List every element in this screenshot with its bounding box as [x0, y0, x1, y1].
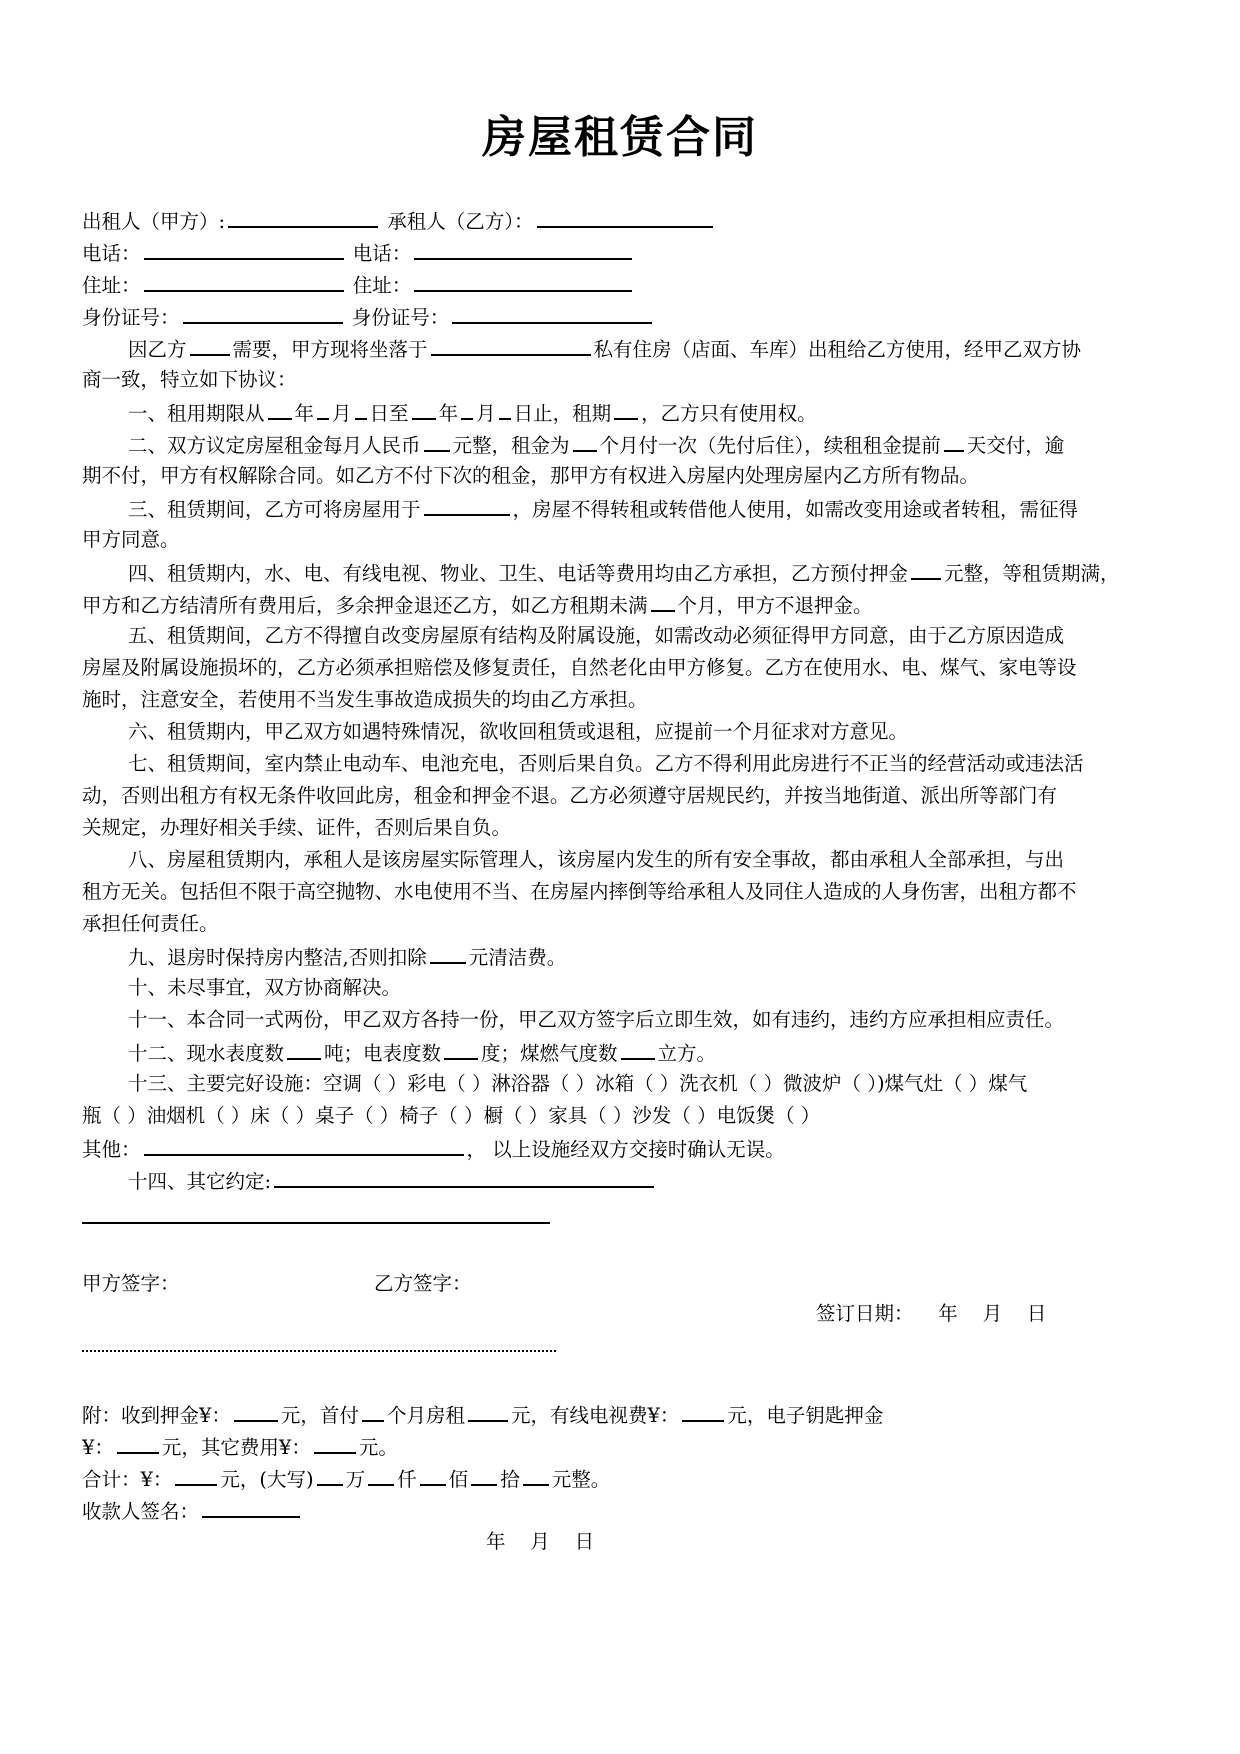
deposit-received-field[interactable]: [234, 1398, 278, 1422]
start-year-field[interactable]: [268, 396, 292, 420]
clause-text: 元整，等租赁期满，: [944, 562, 1120, 585]
clause-8-line-2: 租方无关。包括但不限于高空抛物、水电使用不当、在房屋内摔倒等给承租人及同住人造成的人身伤害，出租方都不: [82, 880, 1077, 903]
other-terms-continuation-line[interactable]: [82, 1222, 550, 1224]
receipt-line-3: [82, 1462, 1172, 1496]
clause-text: 月: [332, 402, 352, 425]
clause-text: 吨；电表度数: [324, 1042, 442, 1065]
clause-text: 其他：: [82, 1138, 141, 1161]
payee-signature-label: 收款人签名：: [82, 1500, 200, 1523]
clause-text: 年: [438, 402, 459, 425]
clause-3-line-2: 甲方同意。: [82, 528, 180, 551]
lease-term-field[interactable]: [614, 396, 638, 420]
end-month-field[interactable]: [461, 396, 473, 420]
clause-text: 二、双方议定房屋租金每月人民币: [128, 434, 421, 457]
address-b-field[interactable]: [414, 268, 632, 292]
parties-line-1: [82, 204, 1172, 238]
clause-text: 元整，租金为: [452, 434, 570, 457]
clause-text: ，房屋不得转租或转借他人使用，如需改变用途或者转租，需征得: [512, 498, 1079, 521]
parties-line-4: [82, 300, 1172, 334]
monthly-rent-field[interactable]: [424, 428, 450, 452]
usage-field[interactable]: [424, 492, 510, 516]
party-b-signature-label: 乙方签字：: [374, 1272, 472, 1295]
receipt-line-1: [82, 1398, 1172, 1432]
phone-b-label: 电话：: [352, 242, 412, 265]
clause-7-line-2: 动，否则出租方有权无条件收回此房，租金和押金不退。乙方必须遵守居规民约，并按当地街道、派出所等部门有: [82, 784, 1058, 807]
receipt-text: 元。: [358, 1436, 398, 1459]
address-a-field[interactable]: [144, 268, 344, 292]
min-months-field[interactable]: [651, 588, 675, 612]
clause-text: 日止，租期: [513, 402, 612, 425]
payment-period-field[interactable]: [573, 428, 597, 452]
clause-5-line-1: 五、租赁期间，乙方不得擅自改变房屋原有结构及附属设施，如需改动必须征得甲方同意，由于乙方原因造成: [128, 624, 1065, 647]
clause-text: 三、租赁期间，乙方可将房屋用于: [128, 498, 421, 521]
address-a-label: 住址：: [82, 274, 141, 297]
first-rent-field[interactable]: [468, 1398, 508, 1422]
clause-text: 月: [476, 402, 496, 425]
clause-8-line-1: 八、房屋租赁期内，承租人是该房屋实际管理人，该房屋内发生的所有安全事故，都由承租人全部承担，与出: [128, 848, 1065, 871]
intro-line-2: 商一致，特立如下协议：: [82, 368, 297, 391]
receipt-text: 元，(大写): [220, 1468, 314, 1491]
clause-3-line-1: [82, 492, 1172, 526]
clause-text: 十四、其它约定:: [128, 1170, 272, 1193]
receipt-text: 元，其它费用¥：: [161, 1436, 311, 1459]
parties-line-3: [82, 268, 1172, 302]
yuan-field[interactable]: [523, 1462, 549, 1486]
clause-1: [82, 396, 1172, 430]
start-day-field[interactable]: [355, 396, 367, 420]
phone-b-field[interactable]: [414, 236, 632, 260]
phone-a-field[interactable]: [144, 236, 344, 260]
advance-days-field[interactable]: [944, 428, 964, 452]
party-a-signature-label: 甲方签字：: [82, 1272, 180, 1295]
address-b-label: 住址：: [352, 274, 412, 297]
clause-10: 十、未尽事宜，双方协商解决。: [128, 976, 402, 999]
lessor-label: 出租人（甲方）:: [82, 210, 226, 233]
clause-2-line-1: [82, 428, 1172, 462]
total-amount-field[interactable]: [175, 1462, 217, 1486]
receipt-text: 个月房租: [386, 1404, 465, 1427]
clause-7-line-1: 七、租赁期间，室内禁止电动车、电池充电，否则后果自负。乙方不得利用此房进行不正当的经营活动或违法活: [128, 752, 1084, 775]
clause-text: 一、租用期限从: [128, 402, 265, 425]
clause-13-line-3: [82, 1132, 1172, 1166]
location-field[interactable]: [431, 332, 591, 356]
other-fees-field[interactable]: [314, 1430, 356, 1454]
intro-text: 需要，甲方现将坐落于: [232, 338, 428, 361]
phone-a-label: 电话：: [82, 242, 141, 265]
key-deposit-field[interactable]: [117, 1430, 159, 1454]
clause-text: 日至: [369, 402, 409, 425]
id-b-label: 身份证号：: [351, 306, 450, 329]
receipt-text: 拾: [500, 1468, 520, 1491]
clause-text: ， 以上设施经双方交接时确认无误。: [466, 1138, 785, 1161]
signing-date: 签订日期： 年 月 日: [816, 1302, 1047, 1325]
clause-6: 六、租赁期内，甲乙双方如遇特殊情况，欲收回租赁或退租，应提前一个月征求对方意见。: [128, 720, 909, 743]
clause-14: [82, 1164, 1172, 1198]
cleaning-fee-field[interactable]: [430, 940, 466, 964]
clause-13-line-1: 十三、主要完好设施：空调（ ）彩电（ ）淋浴器（ ）冰箱（ ）洗衣机（ ）微波炉（ ）)煤气灶（ ）煤气: [128, 1072, 1028, 1095]
end-year-field[interactable]: [412, 396, 436, 420]
clause-13-line-2: 瓶（ ）油烟机（ ）床（ ）桌子（ ）椅子（ ）橱（ ）家具（ ）沙发（ ）电饭煲（ ）: [82, 1104, 821, 1127]
receipt-text: 元，首付: [280, 1404, 359, 1427]
receipt-text: 元，电子钥匙押金: [727, 1404, 884, 1427]
clause-text: 年: [294, 402, 315, 425]
water-reading-field[interactable]: [287, 1036, 321, 1060]
receipt-text: 仟: [397, 1468, 417, 1491]
receipt-text: 元，有线电视费¥：: [510, 1404, 680, 1427]
separator-dotted-line: [82, 1350, 556, 1352]
intro-text: 因乙方: [128, 338, 187, 361]
clause-11: 十一、本合同一式两份，甲乙双方各持一份，甲乙双方签字后立即生效，如有违约，违约方应承担相应责任。: [128, 1008, 1065, 1031]
receipt-text: 佰: [448, 1468, 469, 1491]
receipt-text: 元整。: [551, 1468, 611, 1491]
clause-text: 度；煤燃气度数: [481, 1042, 618, 1065]
intro-text: 私有住房（店面、车库）出租给乙方使用，经甲乙双方协: [593, 338, 1082, 361]
receipt-text: 合计：¥：: [82, 1468, 173, 1491]
clause-text: 十二、现水表度数: [128, 1042, 285, 1065]
clause-7-line-3: 关规定，办理好相关手续、证件，否则后果自负。: [82, 816, 512, 839]
clause-5-line-2: 房屋及附属设施损坏的，乙方必须承担赔偿及修复责任，自然老化由甲方修复。乙方在使用水、电、煤气、家电等设: [82, 656, 1077, 679]
shi-field[interactable]: [471, 1462, 497, 1486]
signature-line: [82, 1268, 1172, 1300]
clause-5-line-3: 施时，注意安全，若使用不当发生事故造成损失的均由乙方承担。: [82, 688, 648, 711]
qian-field[interactable]: [368, 1462, 394, 1486]
other-facilities-field[interactable]: [144, 1132, 464, 1156]
clause-12: [82, 1036, 1172, 1070]
clause-text: 九、退房时保持房内整洁,否则扣除: [128, 946, 427, 969]
lessor-name-field[interactable]: [228, 204, 378, 228]
clause-text: 个月付一次（先付后住），续租租金提前: [599, 434, 941, 457]
parties-line-2: [82, 236, 1172, 270]
intro-line-1: [82, 332, 1172, 366]
receipt-date: 年 月 日: [486, 1530, 595, 1553]
clause-text: 天交付，逾: [966, 434, 1065, 457]
clause-text: ，乙方只有使用权。: [641, 402, 817, 425]
document-title: 房屋租赁合同: [482, 112, 758, 163]
clause-text: 甲方和乙方结清所有费用后，多余押金退还乙方，如乙方租期未满: [82, 594, 648, 617]
payee-signature-field[interactable]: [202, 1494, 300, 1518]
cable-fee-field[interactable]: [682, 1398, 724, 1422]
receipt-line-4: [82, 1494, 1172, 1528]
start-month-field[interactable]: [317, 396, 329, 420]
clause-8-line-3: 承担任何责任。: [82, 912, 219, 935]
bai-field[interactable]: [420, 1462, 446, 1486]
clause-9: [82, 940, 1172, 974]
clause-text: 四、租赁期内，水、电、有线电视、物业、卫生、电话等费用均由乙方承担，乙方预付押金: [128, 562, 909, 585]
clause-text: 个月，甲方不退押金。: [677, 594, 873, 617]
clause-text: 立方。: [657, 1042, 717, 1065]
receipt-text: 附：收到押金¥：: [82, 1404, 231, 1427]
other-terms-field[interactable]: [274, 1164, 654, 1188]
wan-field[interactable]: [317, 1462, 343, 1486]
id-a-field[interactable]: [183, 300, 343, 324]
id-b-field[interactable]: [452, 300, 652, 324]
id-a-label: 身份证号：: [82, 306, 180, 329]
clause-2-line-2: 期不付，甲方有权解除合同。如乙方不付下次的租金，那甲方有权进入房屋内处理房屋内乙方所有物品。: [82, 464, 980, 487]
receipt-line-2: [82, 1430, 1172, 1464]
electric-reading-field[interactable]: [444, 1036, 478, 1060]
clause-4-line-2: [82, 588, 1172, 622]
purpose-field[interactable]: [190, 332, 230, 356]
clause-4-line-1: [82, 556, 1172, 590]
first-months-field[interactable]: [362, 1398, 384, 1422]
lessee-label: 承租人（乙方）：: [387, 210, 534, 233]
receipt-text: 万: [345, 1468, 366, 1491]
receipt-text: ¥：: [82, 1436, 114, 1459]
deposit-field[interactable]: [911, 556, 941, 580]
clause-text: 元清洁费。: [468, 946, 567, 969]
lessee-name-field[interactable]: [537, 204, 713, 228]
gas-reading-field[interactable]: [621, 1036, 655, 1060]
end-day-field[interactable]: [499, 396, 511, 420]
